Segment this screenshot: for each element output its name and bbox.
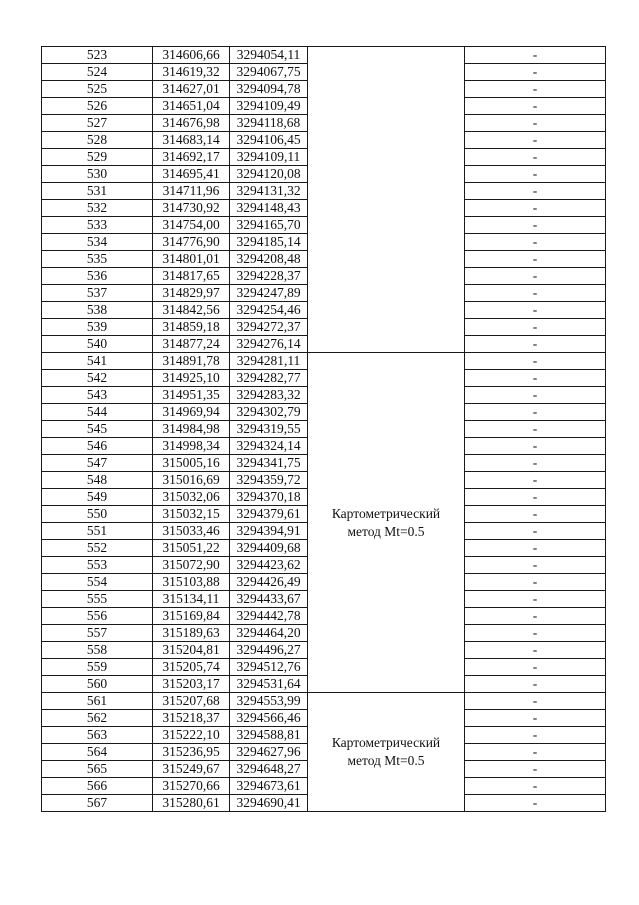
x-coordinate-cell: 314711,96 [153,183,230,200]
x-coordinate-cell: 315033,46 [153,523,230,540]
x-coordinate-cell: 314829,97 [153,285,230,302]
value-cell: - [465,336,606,353]
value-cell: - [465,710,606,727]
point-number-cell: 541 [42,353,153,370]
x-coordinate-cell: 315270,66 [153,778,230,795]
value-cell: - [465,676,606,693]
x-coordinate-cell: 315134,11 [153,591,230,608]
value-cell: - [465,132,606,149]
y-coordinate-cell: 3294496,27 [230,642,308,659]
method-label-line2: метод Mt=0.5 [347,523,425,539]
value-cell: - [465,268,606,285]
y-coordinate-cell: 3294673,61 [230,778,308,795]
y-coordinate-cell: 3294282,77 [230,370,308,387]
x-coordinate-cell: 315016,69 [153,472,230,489]
x-coordinate-cell: 314984,98 [153,421,230,438]
y-coordinate-cell: 3294054,11 [230,47,308,64]
value-cell: - [465,421,606,438]
value-cell: - [465,217,606,234]
y-coordinate-cell: 3294302,79 [230,404,308,421]
value-cell: - [465,727,606,744]
point-number-cell: 524 [42,64,153,81]
value-cell: - [465,557,606,574]
x-coordinate-cell: 314692,17 [153,149,230,166]
point-number-cell: 539 [42,319,153,336]
value-cell: - [465,64,606,81]
point-number-cell: 535 [42,251,153,268]
value-cell: - [465,404,606,421]
x-coordinate-cell: 315204,81 [153,642,230,659]
coordinates-table [41,46,606,812]
point-number-cell: 542 [42,370,153,387]
x-coordinate-cell: 315203,17 [153,676,230,693]
y-coordinate-cell: 3294324,14 [230,438,308,455]
value-cell: - [465,472,606,489]
point-number-cell: 562 [42,710,153,727]
value-cell: - [465,574,606,591]
x-coordinate-cell: 314676,98 [153,115,230,132]
table-row [42,47,606,64]
x-coordinate-cell: 314969,94 [153,404,230,421]
value-cell: - [465,200,606,217]
value-cell: - [465,523,606,540]
value-cell: - [465,438,606,455]
x-coordinate-cell: 314801,01 [153,251,230,268]
x-coordinate-cell: 315222,10 [153,727,230,744]
x-coordinate-cell: 315103,88 [153,574,230,591]
y-coordinate-cell: 3294281,11 [230,353,308,370]
point-number-cell: 548 [42,472,153,489]
x-coordinate-cell: 314776,90 [153,234,230,251]
x-coordinate-cell: 314606,66 [153,47,230,64]
value-cell: - [465,115,606,132]
value-cell: - [465,251,606,268]
value-cell: - [465,778,606,795]
point-number-cell: 534 [42,234,153,251]
value-cell: - [465,761,606,778]
value-cell: - [465,455,606,472]
value-cell: - [465,302,606,319]
value-cell: - [465,353,606,370]
value-cell: - [465,540,606,557]
y-coordinate-cell: 3294359,72 [230,472,308,489]
method-label-line2: метод Mt=0.5 [347,753,425,768]
point-number-cell: 527 [42,115,153,132]
point-number-cell: 531 [42,183,153,200]
value-cell: - [465,183,606,200]
x-coordinate-cell: 314627,01 [153,81,230,98]
point-number-cell: 536 [42,268,153,285]
value-cell: - [465,285,606,302]
x-coordinate-cell: 315051,22 [153,540,230,557]
value-cell: - [465,693,606,710]
y-coordinate-cell: 3294690,41 [230,795,308,812]
y-coordinate-cell: 3294433,67 [230,591,308,608]
y-coordinate-cell: 3294553,99 [230,693,308,710]
y-coordinate-cell: 3294512,76 [230,659,308,676]
point-number-cell: 566 [42,778,153,795]
point-number-cell: 540 [42,336,153,353]
value-cell: - [465,608,606,625]
x-coordinate-cell: 314877,24 [153,336,230,353]
x-coordinate-cell: 315032,06 [153,489,230,506]
y-coordinate-cell: 3294379,61 [230,506,308,523]
x-coordinate-cell: 315280,61 [153,795,230,812]
point-number-cell: 533 [42,217,153,234]
point-number-cell: 544 [42,404,153,421]
y-coordinate-cell: 3294276,14 [230,336,308,353]
y-coordinate-cell: 3294118,68 [230,115,308,132]
point-number-cell: 523 [42,47,153,64]
y-coordinate-cell: 3294109,49 [230,98,308,115]
y-coordinate-cell: 3294120,08 [230,166,308,183]
point-number-cell: 532 [42,200,153,217]
point-number-cell: 560 [42,676,153,693]
value-cell: - [465,795,606,812]
value-cell: - [465,98,606,115]
x-coordinate-cell: 315072,90 [153,557,230,574]
point-number-cell: 563 [42,727,153,744]
method-cell [308,693,465,812]
value-cell: - [465,234,606,251]
y-coordinate-cell: 3294566,46 [230,710,308,727]
point-number-cell: 553 [42,557,153,574]
y-coordinate-cell: 3294442,78 [230,608,308,625]
x-coordinate-cell: 314695,41 [153,166,230,183]
x-coordinate-cell: 315236,95 [153,744,230,761]
x-coordinate-cell: 314619,32 [153,64,230,81]
point-number-cell: 552 [42,540,153,557]
table-row [42,693,606,710]
point-number-cell: 545 [42,421,153,438]
x-coordinate-cell: 314925,10 [153,370,230,387]
value-cell: - [465,642,606,659]
y-coordinate-cell: 3294627,96 [230,744,308,761]
value-cell: - [465,319,606,336]
x-coordinate-cell: 314683,14 [153,132,230,149]
y-coordinate-cell: 3294341,75 [230,455,308,472]
value-cell: - [465,387,606,404]
y-coordinate-cell: 3294272,37 [230,319,308,336]
point-number-cell: 549 [42,489,153,506]
value-cell: - [465,591,606,608]
table-row [42,353,606,370]
point-number-cell: 538 [42,302,153,319]
y-coordinate-cell: 3294394,91 [230,523,308,540]
x-coordinate-cell: 314891,78 [153,353,230,370]
point-number-cell: 555 [42,591,153,608]
point-number-cell: 554 [42,574,153,591]
x-coordinate-cell: 314859,18 [153,319,230,336]
x-coordinate-cell: 314842,56 [153,302,230,319]
point-number-cell: 546 [42,438,153,455]
y-coordinate-cell: 3294106,45 [230,132,308,149]
y-coordinate-cell: 3294409,68 [230,540,308,557]
y-coordinate-cell: 3294109,11 [230,149,308,166]
point-number-cell: 557 [42,625,153,642]
point-number-cell: 551 [42,523,153,540]
x-coordinate-cell: 314651,04 [153,98,230,115]
y-coordinate-cell: 3294247,89 [230,285,308,302]
value-cell: - [465,81,606,98]
value-cell: - [465,489,606,506]
y-coordinate-cell: 3294648,27 [230,761,308,778]
x-coordinate-cell: 314754,00 [153,217,230,234]
y-coordinate-cell: 3294254,46 [230,302,308,319]
method-label-line1: Картометрический [331,505,441,521]
y-coordinate-cell: 3294208,48 [230,251,308,268]
point-number-cell: 528 [42,132,153,149]
y-coordinate-cell: 3294423,62 [230,557,308,574]
point-number-cell: 526 [42,98,153,115]
point-number-cell: 543 [42,387,153,404]
x-coordinate-cell: 315032,15 [153,506,230,523]
point-number-cell: 559 [42,659,153,676]
value-cell: - [465,370,606,387]
y-coordinate-cell: 3294283,32 [230,387,308,404]
point-number-cell: 529 [42,149,153,166]
point-number-cell: 564 [42,744,153,761]
point-number-cell: 558 [42,642,153,659]
value-cell: - [465,625,606,642]
value-cell: - [465,744,606,761]
y-coordinate-cell: 3294094,78 [230,81,308,98]
point-number-cell: 537 [42,285,153,302]
y-coordinate-cell: 3294185,14 [230,234,308,251]
y-coordinate-cell: 3294588,81 [230,727,308,744]
y-coordinate-cell: 3294148,43 [230,200,308,217]
x-coordinate-cell: 314817,65 [153,268,230,285]
value-cell: - [465,149,606,166]
point-number-cell: 547 [42,455,153,472]
point-number-cell: 567 [42,795,153,812]
value-cell: - [465,47,606,64]
table-body [42,47,606,812]
point-number-cell: 530 [42,166,153,183]
x-coordinate-cell: 314951,35 [153,387,230,404]
x-coordinate-cell: 314730,92 [153,200,230,217]
x-coordinate-cell: 314998,34 [153,438,230,455]
x-coordinate-cell: 315207,68 [153,693,230,710]
y-coordinate-cell: 3294228,37 [230,268,308,285]
y-coordinate-cell: 3294131,32 [230,183,308,200]
point-number-cell: 525 [42,81,153,98]
value-cell: - [465,659,606,676]
x-coordinate-cell: 315189,63 [153,625,230,642]
point-number-cell: 565 [42,761,153,778]
method-cell [308,47,465,353]
y-coordinate-cell: 3294426,49 [230,574,308,591]
x-coordinate-cell: 315005,16 [153,455,230,472]
method-label-line1: Картометрический [331,735,441,750]
y-coordinate-cell: 3294464,20 [230,625,308,642]
x-coordinate-cell: 315249,67 [153,761,230,778]
x-coordinate-cell: 315218,37 [153,710,230,727]
y-coordinate-cell: 3294165,70 [230,217,308,234]
point-number-cell: 556 [42,608,153,625]
value-cell: - [465,506,606,523]
y-coordinate-cell: 3294319,55 [230,421,308,438]
method-cell [308,353,465,693]
y-coordinate-cell: 3294531,64 [230,676,308,693]
point-number-cell: 550 [42,506,153,523]
value-cell: - [465,166,606,183]
x-coordinate-cell: 315205,74 [153,659,230,676]
y-coordinate-cell: 3294370,18 [230,489,308,506]
y-coordinate-cell: 3294067,75 [230,64,308,81]
point-number-cell: 561 [42,693,153,710]
x-coordinate-cell: 315169,84 [153,608,230,625]
